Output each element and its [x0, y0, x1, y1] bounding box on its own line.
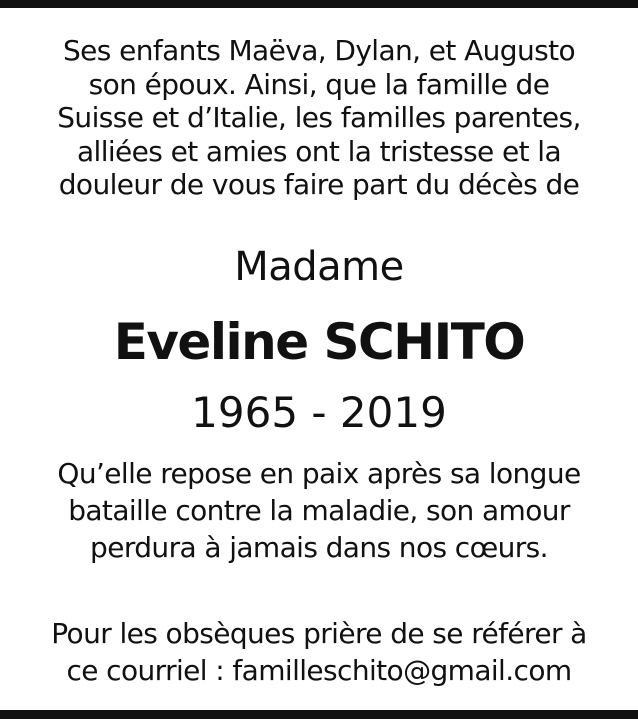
prayer-line: Qu’elle repose en paix après sa longue: [57, 457, 581, 490]
announcement-paragraph: [0, 34, 638, 202]
announcement-line: douleur de vous faire part du décès de: [58, 168, 580, 201]
funeral-contact-line: ce courriel : familleschito@gmail.com: [66, 654, 572, 687]
deceased-name: Eveline SCHITO: [113, 313, 525, 371]
bottom-border-rule: [0, 710, 638, 719]
announcement-line: alliées et amies ont la tristesse et la: [76, 134, 562, 168]
announcement-line: son époux. Ainsi, que la famille de: [88, 67, 550, 101]
funeral-info-line: Pour les obsèques prière de se référer à: [51, 617, 587, 650]
prayer-paragraph: [0, 455, 638, 566]
prayer-line: bataille contre la maladie, son amour: [68, 494, 570, 527]
funeral-info-paragraph: [0, 615, 638, 689]
top-border-rule: [0, 0, 638, 8]
prayer-line: perdura à jamais dans nos cœurs.: [90, 531, 548, 564]
announcement-line: Ses enfants Maëva, Dylan, et Augusto: [63, 34, 575, 67]
announcement-line: Suisse et d’Italie, les familles parentes,: [57, 101, 581, 134]
deceased-title: Madame: [234, 244, 404, 290]
life-dates: 1965 - 2019: [191, 388, 447, 437]
